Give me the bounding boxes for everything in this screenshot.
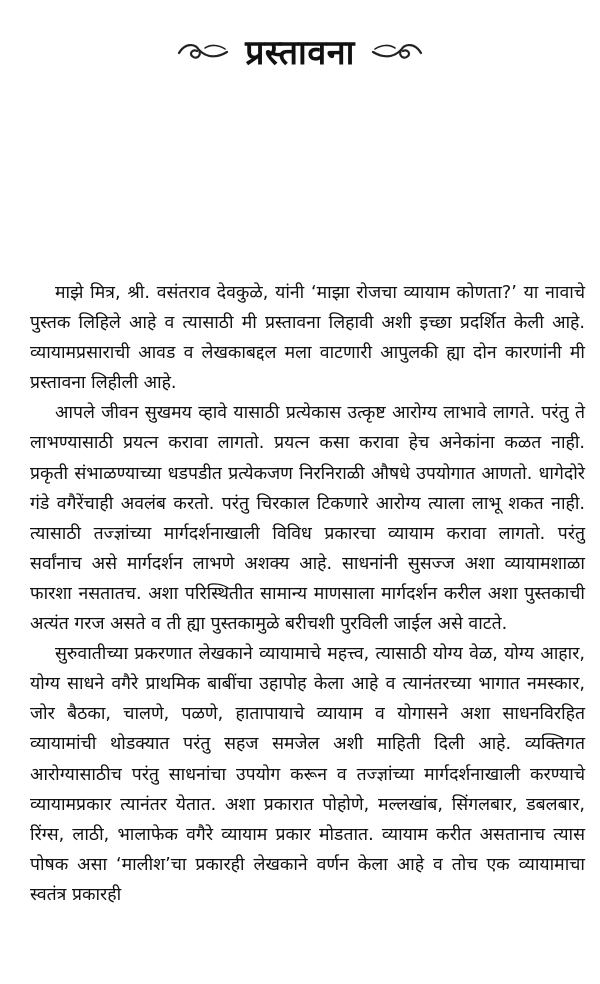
paragraph: माझे मित्र, श्री. वसंतराव देवकुळे, यांनी ‘माझा रोजचा व्यायाम कोणता?’ या नावाचे पुस्तक लिहिले आहे व त्यासाठी मी प्रस्तावना लिहावी अशी इच्छा प्रदर्शित केली आहे. व्यायामप्रसाराची आवड व लेखकाबद्दल मला वाटणारी आपुलकी ह्या दोन कारणांनी मी प्रस्तावना लिहीली आहे. — [30, 283, 585, 394]
chapter-heading — [0, 28, 600, 78]
preface-body — [30, 278, 585, 910]
paragraph: आपले जीवन सुखमय व्हावे यासाठी प्रत्येकास उत्कृष्ट आरोग्य लाभावे लागते. परंतु ते लाभण्यासाठी प्रयत्न करावा लागतो. प्रयत्न कसा करावा हेच अनेकांना कळत नाही. प्रकृती संभाळण्याच्या धडपडीत प्रत्येकजण निरनिराळी औषधे उपयोगात आणतो. धागेदोरे गंडे वगैरेंचाही अवलंब करतो. परंतु चिरकाल टिकणारे आरोग्य त्याला लाभू शकत नाही. त्यासाठी तज्ज्ञांच्या मार्गदर्शनाखाली विविध प्रकारचा व्यायाम करावा लागतो. परंतु सर्वांनाच असे मार्गदर्शन लाभणे अशक्य आहे. साधनांनी सुसज्ज अशा व्यायामशाळा फारशा नसतातच. अशा परिस्थितीत सामान्य माणसाला मार्गदर्शन करील अशा पुस्तकाची अत्यंत गरज असते व ती ह्या पुस्तकामुळे बरीचशी पुरविली जाईल असे वाटते. — [30, 403, 585, 635]
page-title: प्रस्तावना — [245, 33, 355, 73]
flourish-left-icon — [175, 40, 231, 66]
flourish-right-icon — [369, 40, 425, 66]
paragraph: सुरुवातीच्या प्रकरणात लेखकाने व्यायामाचे महत्त्व, त्यासाठी योग्य वेळ, योग्य आहार, योग्य साधने वगैरे प्राथमिक बाबींचा उहापोह केला आहे व त्यानंतरच्या भागात नमस्कार, जोर बैठका, चालणे, पळणे, हातापायाचे व्यायाम व योगासने अशा साधनविरहित व्यायामांची थोडक्यात परंतु सहज समजेल अशी माहिती दिली आहे. व्यक्तिगत आरोग्यासाठीच परंतु साधनांचा उपयोग करून व तज्ज्ञांच्या मार्गदर्शनाखाली करण्याचे व्यायामप्रकार त्यानंतर येतात. अशा प्रकारात पोहोणे, मल्लखांब, सिंगलबार, डबलबार, रिंग्स, लाठी, भालाफेक वगैरे व्यायाम प्रकार मोडतात. व्यायाम करीत असतानाच त्यास पोषक असा ‘मालीश’चा प्रकारही लेखकाने वर्णन केला आहे व तोच एक व्यायामाचा स्वतंत्र प्रकारही — [30, 644, 585, 905]
